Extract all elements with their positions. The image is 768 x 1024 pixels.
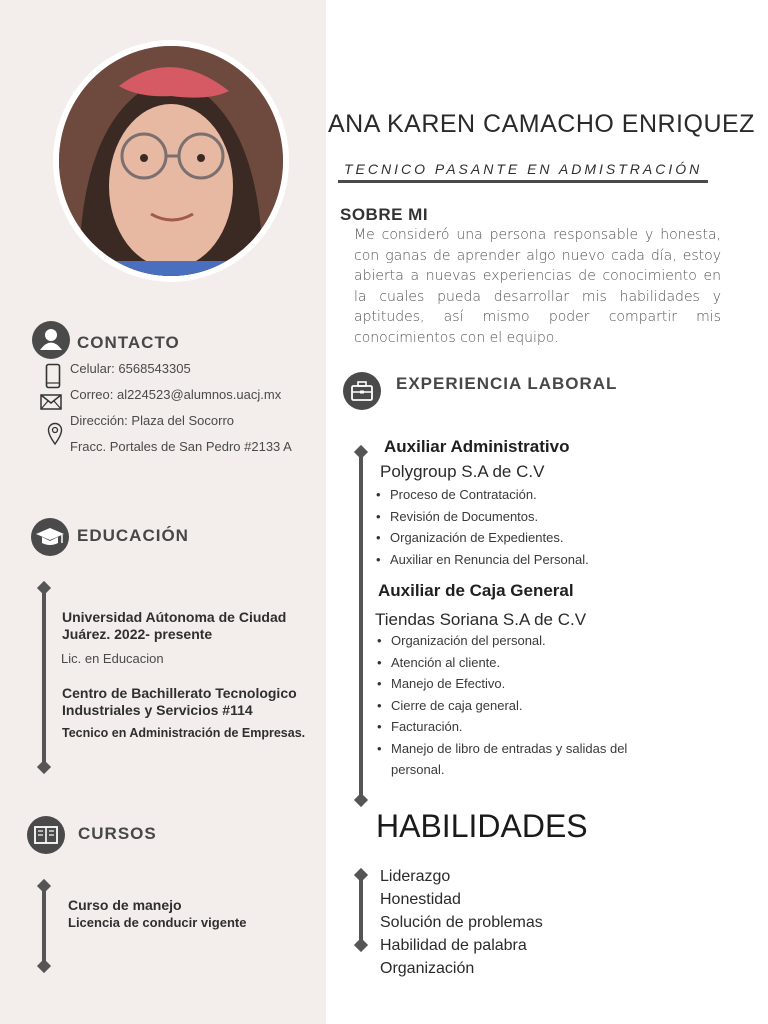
list-item: • Atención al cliente. [391, 652, 681, 674]
contact-email: Correo: al224523@alumnos.uacj.mx [70, 387, 282, 402]
job-tasks-2 [375, 630, 681, 781]
contact-address-line-2: Fracc. Portales de San Pedro #2133 A [70, 439, 292, 454]
profile-photo [53, 40, 289, 282]
course-detail: Licencia de conducir vigente [68, 915, 247, 930]
list-item: • Organización de Expedientes. [390, 527, 589, 549]
mail-icon [40, 394, 62, 415]
contact-address-line-1: Dirección: Plaza del Socorro [70, 413, 235, 428]
list-item: • Revisión de Documentos. [390, 506, 589, 528]
skills-timeline [359, 875, 363, 945]
education-heading: EDUCACIÓN [77, 526, 189, 545]
course-title: Curso de manejo [68, 897, 182, 913]
experience-timeline-end [354, 793, 368, 807]
education-degree-1: Lic. en Educacion [61, 651, 164, 666]
skills-heading: HABILIDADES [376, 808, 588, 844]
education-school-2: Centro de Bachillerato Tecnologico Industriales y Servicios #114 [62, 685, 297, 718]
user-icon [32, 321, 70, 359]
about-text: Me consideró una persona responsable y honesta, con ganas de aprender algo nuevo cada día, estoy abierta a nuevas experiencias de conocimiento en la cuales pueda desarrollar mis habilidades y aptitudes, así mismo poder compartir mis conocimientos con el equipo. [354, 227, 721, 346]
about-heading: SOBRE MI [340, 205, 429, 224]
skill-item: Liderazgo [380, 868, 451, 885]
contact-heading: CONTACTO [77, 333, 180, 352]
education-school-1: Universidad Aútonoma de Ciudad Juárez. 2022- presente [62, 609, 287, 642]
list-item: • Manejo de libro de entradas y salidas del personal. [391, 738, 681, 781]
education-timeline [42, 588, 46, 768]
list-item: • Auxiliar en Renuncia del Personal. [390, 549, 589, 571]
graduation-cap-icon [31, 518, 69, 556]
job-title-headline: TECNICO PASANTE EN ADMISTRACIÓN [344, 161, 703, 177]
skill-item: Solución de problemas [380, 914, 543, 931]
avatar [59, 46, 283, 276]
courses-heading: CURSOS [78, 824, 157, 843]
skills-timeline-end [354, 938, 368, 952]
education-degree-2: Tecnico en Administración de Empresas. [62, 726, 306, 740]
phone-icon [45, 363, 61, 394]
experience-timeline [359, 452, 363, 800]
list-item: • Manejo de Efectivo. [391, 673, 681, 695]
list-item: • Organización del personal. [391, 630, 681, 652]
contact-phone: Celular: 6568543305 [70, 361, 191, 376]
briefcase-icon [343, 372, 381, 410]
job-tasks-1 [374, 484, 589, 570]
location-pin-icon [47, 422, 63, 451]
skill-item: Honestidad [380, 891, 461, 908]
list-item: • Proceso de Contratación. [390, 484, 589, 506]
book-icon [27, 816, 65, 854]
job-company-1: Polygroup S.A de C.V [380, 462, 545, 481]
job-title-1: Auxiliar Administrativo [384, 437, 570, 456]
experience-heading: EXPERIENCIA LABORAL [396, 374, 618, 393]
job-title-2: Auxiliar de Caja General [378, 581, 574, 600]
job-company-2: Tiendas Soriana S.A de C.V [375, 610, 587, 629]
headline-underline [338, 180, 708, 183]
skill-item: Organización [380, 960, 475, 977]
skill-item: Habilidad de palabra [380, 937, 527, 954]
list-item: • Cierre de caja general. [391, 695, 681, 717]
full-name: ANA KAREN CAMACHO ENRIQUEZ [328, 110, 755, 138]
list-item: • Facturación. [391, 716, 681, 738]
avatar-illustration [59, 46, 283, 276]
courses-timeline [42, 886, 46, 966]
